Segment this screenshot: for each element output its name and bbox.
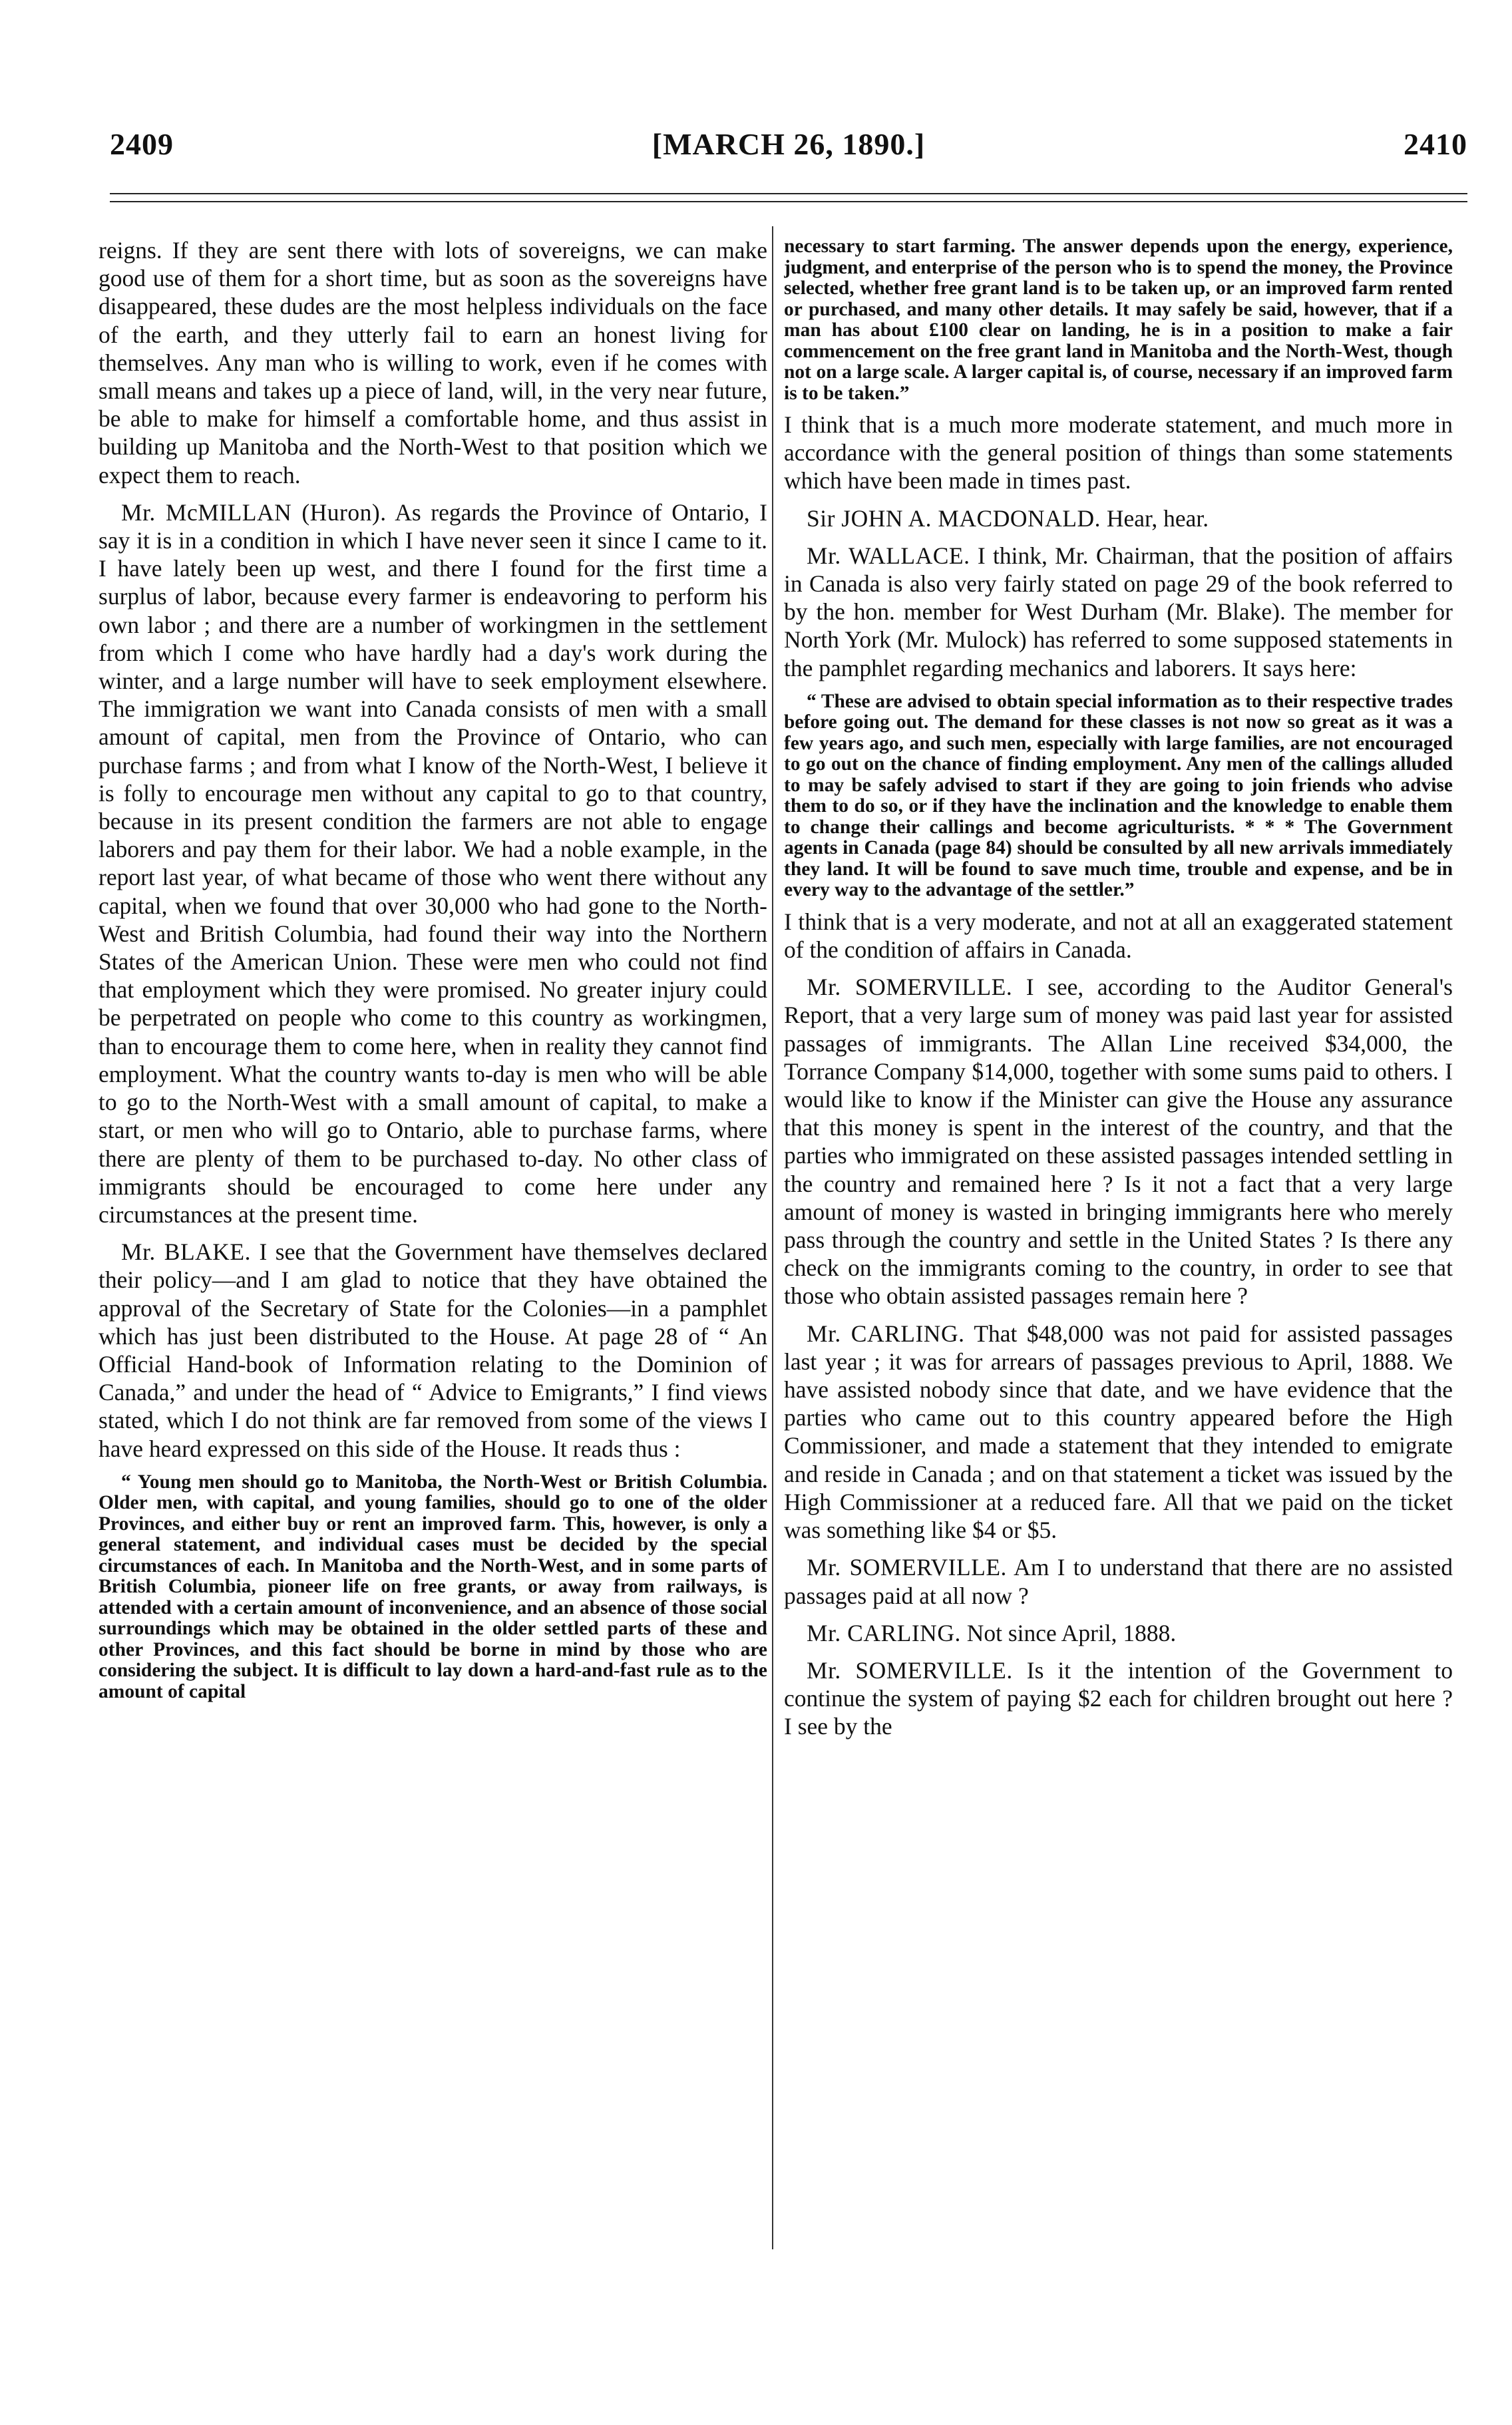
paragraph-text: “ Young men should go to Manitoba, the North-West or British Columbia. Older men, with capital, and young families, should go to one of the older Provinces, and either buy or rent an improved farm. This, however, is only a general statement, and individual cases must be decided by the special circumstances of each. In Manitoba and the North-West, and in some parts of British Columbia, pioneer life on free grants, or away from railways, is attended with a certain amount of inconvenience, and an absence of those social surroundings which may be obtained in the older settled parts of these and other Provinces, and this fact should be borne in mind by those who are considering the subject. It is difficult to lay down a hard-and-fast rule as to the amount of capital: [98, 1471, 767, 1702]
speech-paragraph: [784, 1320, 1453, 1545]
page-header: [110, 126, 1467, 173]
paragraph-text: Hear, hear.: [1100, 504, 1209, 532]
header-rule-double: [110, 201, 1467, 202]
right-column: [784, 236, 1453, 2259]
paragraph-text: Not since April, 1888.: [960, 1619, 1177, 1646]
speaker-name: Mr. CARLING.: [807, 1619, 961, 1646]
column-divider: [772, 226, 773, 2249]
paragraph-text: necessary to start farming. The answer depends upon the energy, experience, judgment, and enterprise of the person who is to spend the money, the Province selected, whether free grant land is to be taken up, or an improved farm rented or purchased, and many other details. It may safely be said, however, that if a man has about £100 clear on landing, he is in a position to make a fair commencement on the free grant land in Manitoba and the North-West, though not on a large scale. A larger capital is, of course, necessary if an improved farm is to be taken.”: [784, 236, 1453, 404]
speech-paragraph: [98, 1238, 767, 1463]
paragraph-text: “ These are advised to obtain special information as to their respective trades before going out. The demand for these classes is not now so great as it was a few years ago, and such men, especially with large families, are not encouraged to go out on the chance of finding employment. Any men of the callings alluded to may be safely advised to start if they are going to join friends who advise them to do so, or if they have the inclination and the knowledge to enable them to change their callings and become agriculturists. * * * The Government agents in Canada (page 84) should be consulted by all new arrivals immediately they land. It will be found to save much time, trouble and expense, and be in every way to the advantage of the settler.”: [784, 690, 1453, 901]
text-paragraph: [98, 236, 767, 489]
speaker-name: Mr. SOMERVILLE.: [807, 1554, 1007, 1581]
quoted-passage: [784, 236, 1453, 404]
speech-paragraph: [784, 973, 1453, 1310]
paragraph-text: As regards the Province of Ontario, I say it is in a condition in which I have never seen it since I came to it. I have lately been up west, and there I found for the first time a surplus of labor, because every farmer is endeavoring to perform his own labor ; and there are a number of workingmen in the settlement from which I come who have hardly had a day's work during the winter, and a large number will have to seek employment elsewhere. The immigration we want into Canada consists of men with a small amount of capital, men from the Province of Ontario, who can purchase farms ; and from what I know of the North-West, I believe it is folly to encourage men without any capital to go to that country, because in its present condition the farmers are not able to engage laborers and pay them for their labor. We had a noble example, in the report last year, of what became of those who went there without any capital, when we found that over 30,000 who had gone to the North-West and British Columbia, had found their way into the Northern States of the American Union. These were men who could not find that employment which they were promised. No greater injury could be perpetrated on people who come to this country as workingmen, than to encourage them to come here, when in reality they cannot find employment. What the country wants to-day is men who will be able to go to the North-West with a small amount of capital, to make a start, or men who will go to Ontario, able to purchase farms, where there are plenty of them to be purchased to-day. No other class of immigrants should be encouraged to come here under any circumstances at the present time.: [98, 498, 767, 1228]
paragraph-text: That $48,000 was not paid for assisted passages last year ; it was for arrears of passages previous to April, 1888. We have assisted nobody since that date, and we have evidence that the parties who came out to this country appeared before the High Commissioner, and made a statement that they intended to emigrate and reside in Canada ; and on that statement a ticket was issued by the High Commissioner at a reduced fare. All that we paid on the ticket was something like $4 or $5.: [784, 1320, 1453, 1544]
left-column: [98, 236, 767, 2259]
paragraph-text: I see that the Government have themselves declared their policy—and I am glad to notice that they have obtained the approval of the Secretary of State for the Colonies—in a pamphlet which has just been distributed to the House. At page 28 of “ An Official Hand-book of Information relating to the Dominion of Canada,” and under the head of “ Advice to Emigrants,” I find views stated, which I do not think are far removed from some of the views I have heard expressed on this side of the House. It reads thus :: [98, 1238, 767, 1462]
speech-paragraph: [98, 498, 767, 1228]
speaker-name: Mr. WALLACE.: [807, 542, 970, 569]
page-date: [MARCH 26, 1890.]: [652, 127, 926, 161]
text-paragraph: [784, 908, 1453, 964]
paragraph-text: Is it the intention of the Government to continue the system of paying $2 each for children brought out here ? I see by the: [784, 1656, 1453, 1740]
speech-paragraph: [784, 1619, 1453, 1647]
page-number-right: 2410: [1404, 127, 1467, 161]
header-rule: [110, 193, 1467, 194]
quoted-passage: [784, 691, 1453, 901]
speaker-name: Sir JOHN A. MACDONALD.: [807, 504, 1101, 532]
paragraph-text: Am I to understand that there are no assisted passages paid at all now ?: [784, 1554, 1453, 1609]
paragraph-text: reigns. If they are sent there with lots of sovereigns, we can make good use of them for a short time, but as soon as the sovereigns have disappeared, these dudes are the most helpless individuals on the face of the earth, and they utterly fail to earn an honest living for themselves. Any man who is willing to work, even if he comes with small means and takes up a piece of land, will, in the very near future, be able to make for himself a comfortable home, and thus assist in building up Manitoba and the North-West to that position which we expect them to reach.: [98, 237, 767, 488]
speech-paragraph: [784, 1656, 1453, 1741]
speech-paragraph: [784, 1553, 1453, 1609]
speech-paragraph: [784, 504, 1453, 532]
text-paragraph: [784, 411, 1453, 495]
quoted-passage: [98, 1472, 767, 1703]
paragraph-text: I think that is a much more moderate statement, and much more in accordance with the general position of things than some statements which have been made in times past.: [784, 411, 1453, 494]
speaker-name: Mr. CARLING.: [807, 1320, 965, 1347]
speaker-name: Mr. SOMERVILLE.: [807, 1656, 1013, 1684]
page-number-left: 2409: [110, 127, 174, 161]
paragraph-text: I think, Mr. Chairman, that the position of affairs in Canada is also very fairly stated on page 29 of the book referred to by the hon. member for West Durham (Mr. Blake). The member for North York (Mr. Mulock) has referred to some supposed statements in the pamphlet regarding mechanics and laborers. It says here:: [784, 542, 1453, 681]
speaker-name: Mr. BLAKE.: [121, 1238, 251, 1266]
speech-paragraph: [784, 542, 1453, 682]
paragraph-text: I see, according to the Auditor General's Report, that a very large sum of money was paid last year for assisted passages of immigrants. The Allan Line received $34,000, the Torrance Company $14,000, together with some sums paid to others. I would like to know if the Minister can give the House any assurance that this money is spent in the interest of the country, and that the parties who immigrated on these assisted passages intended settling in the country and remained here ? Is it not a fact that a very large amount of money is wasted in bringing immigrants here who merely pass through the country and settle in the United States ? Is there any check on the immigrants coming to the country, in order to see that those who obtain assisted passages remain here ?: [784, 974, 1453, 1310]
speaker-name: Mr. McMILLAN (Huron).: [121, 498, 387, 526]
speaker-name: Mr. SOMERVILLE.: [807, 974, 1013, 1001]
paragraph-text: I think that is a very moderate, and not at all an exaggerated statement of the condition of affairs in Canada.: [784, 908, 1453, 964]
